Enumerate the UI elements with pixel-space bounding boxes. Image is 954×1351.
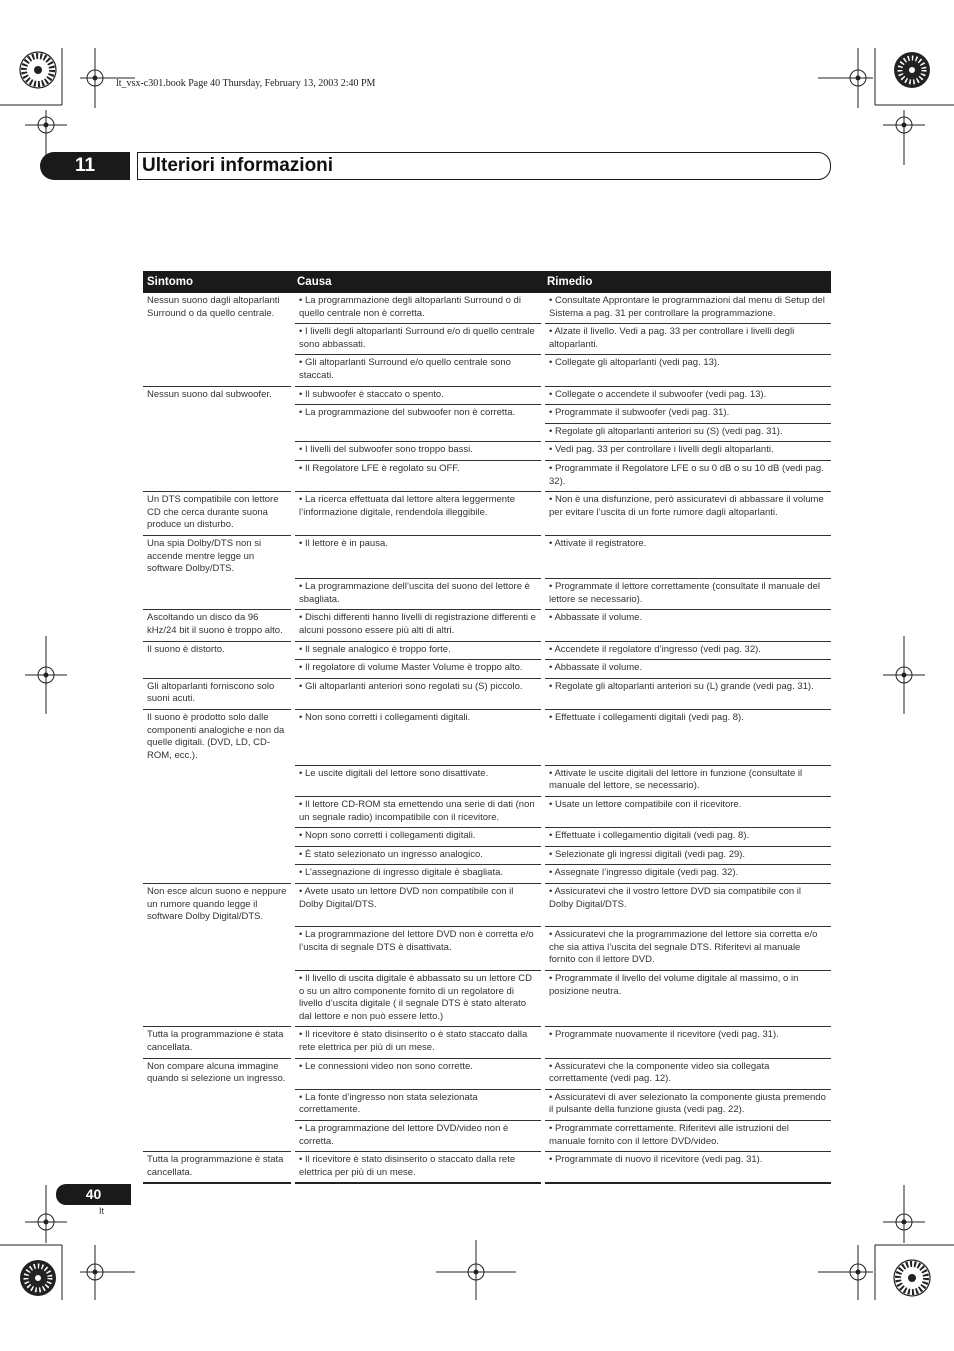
remedy-cell: • Abbassate il volume. [543,610,831,641]
table-row [143,1152,831,1184]
cause-cell: • Il segnale analogico è troppo forte. [293,641,543,660]
header-cause: Causa [293,271,543,293]
remedy-cell: • Assicuratevi che la componente video sia collegata correttamente (vedi pag. 12). [543,1058,831,1089]
table-row [143,678,831,709]
table-row [143,386,831,405]
table-row [143,641,831,660]
cause-cell: • Dischi differenti hanno livelli di registrazione differenti e alcuni possono essere più alti di altri. [293,610,543,641]
symptom-cell [143,405,293,424]
symptom-cell [143,1120,293,1151]
cause-cell: • Il Regolatore LFE è regolato su OFF. [293,460,543,491]
remedy-cell: • Usate un lettore compatibile con il ricevitore. [543,797,831,828]
symptom-cell [143,660,293,679]
table-row [143,765,831,796]
cause-cell: • L’assegnazione di ingresso digitale è sbagliata. [293,865,543,884]
remedy-cell: • Programmate correttamente. Riferitevi alle istruzioni del manuale fornito con il lettore DVD/video. [543,1120,831,1151]
cause-cell: • La programmazione del lettore DVD non è corretta e/o l’uscita di segnale DTS è disattivata. [293,927,543,971]
table-row [143,492,831,536]
symptom-cell: Non esce alcun suono e neppure un rumore quando legge il software Dolby Digital/DTS. [143,883,293,926]
table-row [143,355,831,386]
symptom-cell [143,460,293,491]
symptom-cell: Tutta la programmazione è stata cancellata. [143,1027,293,1058]
remedy-cell: • Selezionate gli ingressi digitali (vedi pag. 29). [543,846,831,865]
remedy-cell: • Programmate il livello del volume digitale al massimo, o in posizione neutra. [543,971,831,1027]
symptom-cell: Un DTS compatibile con lettore CD che cerca durante suona produce un disturbo. [143,492,293,536]
table-row [143,828,831,847]
table-row [143,324,831,355]
remedy-cell: • Vedi pag. 33 per controllare i livelli degli altoparlanti. [543,442,831,461]
cause-cell: • La ricerca effettuata dal lettore altera leggermente l’informazione digitale, rendendola illeggibile. [293,492,543,536]
cause-cell: • Non sono corretti i collegamenti digitali. [293,709,543,765]
cause-cell: • La programmazione degli altoparlanti Surround o di quello centrale non è corretta. [293,293,543,324]
remedy-cell: • Programmate il Regolatore LFE o su 0 dB o su 10 dB (vedi pag. 32). [543,460,831,491]
remedy-cell: • Accendete il regolatore d’ingresso (vedi pag. 32). [543,641,831,660]
table-row [143,660,831,679]
symptom-cell: Il suono è distorto. [143,641,293,660]
table-row [143,1058,831,1089]
remedy-cell: • Effettuate i collegamenti digitali (vedi pag. 8). [543,709,831,765]
symptom-cell [143,423,293,442]
table-row [143,579,831,610]
remedy-cell: • Programmate di nuovo il ricevitore (vedi pag. 31). [543,1152,831,1184]
remedy-cell: • Attivate il registratore. [543,535,831,578]
table-row [143,1089,831,1120]
header-remedy: Rimedio [543,271,831,293]
table-row [143,442,831,461]
cause-cell: • Gli altoparlanti Surround e/o quello centrale sono staccati. [293,355,543,386]
chapter-title: Ulteriori informazioni [142,155,334,176]
cause-cell: • Le uscite digitali del lettore sono disattivate. [293,765,543,796]
remedy-cell: • Regolate gli altoparlanti anteriori su (S) (vedi pag. 31). [543,423,831,442]
cause-cell: • La programmazione dell’uscita del suono del lettore è sbagliata. [293,579,543,610]
remedy-cell: • Assicuratevi di aver selezionato la componente giusta premendo il pulsante della funzione giusta (vedi pag. 22). [543,1089,831,1120]
remedy-cell: • Assegnate l’ingresso digitale (vedi pag. 32). [543,865,831,884]
header-symptom: Sintomo [143,271,293,293]
cause-cell: • I livelli degli altoparlanti Surround e/o di quello centrale sono abbassati. [293,324,543,355]
chapter-number: 11 [40,152,130,180]
remedy-cell: • Alzate il livello. Vedi a pag. 33 per controllare i livelli degli altoparlanti. [543,324,831,355]
symptom-cell: Non compare alcuna immagine quando si selezione un ingresso. [143,1058,293,1089]
remedy-cell: • Collegate o accendete il subwoofer (vedi pag. 13). [543,386,831,405]
symptom-cell: Nessun suono dal subwoofer. [143,386,293,405]
remedy-cell: • Programmate il subwoofer (vedi pag. 31). [543,405,831,424]
table-row [143,535,831,578]
symptom-cell: Tutta la programmazione è stata cancellata. [143,1152,293,1184]
symptom-cell [143,1089,293,1120]
symptom-cell [143,828,293,847]
table-row [143,423,831,442]
cause-cell: • Gli altoparlanti anteriori sono regolati su (S) piccolo. [293,678,543,709]
cause-cell: • La programmazione del subwoofer non è corretta. [293,405,543,424]
cause-cell: • Nopn sono corretti i collegamenti digitali. [293,828,543,847]
symptom-cell [143,324,293,355]
table-row [143,927,831,971]
table-header-row [143,271,831,293]
symptom-cell: Nessun suono dagli altoparlanti Surround o da quello centrale. [147,295,280,319]
cause-cell: • Il lettore è in pausa. [293,535,543,578]
symptom-cell: Ascoltando un disco da 96 kHz/24 bit il suono è troppo alto. [143,610,293,641]
table-row [143,405,831,424]
table-row [143,846,831,865]
table-row [143,610,831,641]
cause-cell: • Il ricevitore è stato disinserito o è stato staccato dalla rete elettrica per più di un mese. [293,1027,543,1058]
cause-cell: • Il ricevitore è stato disinserito o staccato dalla rete elettrica per più di un mese. [293,1152,543,1184]
remedy-cell: • Effettuate i collegamentio digitali (vedi pag. 8). [543,828,831,847]
table-row [143,1120,831,1151]
table-row [143,709,831,765]
table-row [143,797,831,828]
symptom-cell [143,355,293,386]
troubleshooting-table [143,271,831,1184]
page-number: 40 [56,1184,131,1205]
remedy-cell: • Non è una disfunzione, però assicuratevi di abbassare il volume per evitare l’uscita di un forte rumore dagli altoparlanti. [543,492,831,536]
remedy-cell: • Assicuratevi che la programmazione del lettore sia corretta e/o che sia attiva l’uscita del segnale DTS. Riferitevi al manuale fornito con il lettore DVD. [543,927,831,971]
cause-cell: • Il lettore CD-ROM sta emettendo una serie di dati (non un segnale radio) incompatibile con il ricevitore. [293,797,543,828]
remedy-cell: • Collegate gli altoparlanti (vedi pag. 13). [543,355,831,386]
symptom-cell [143,797,293,828]
symptom-cell: Gli altoparlanti forniscono solo suoni acuti. [143,678,293,709]
language-code: It [99,1206,105,1216]
symptom-cell: Il suono è prodotto solo dalle componenti analogiche e non da quelle digitali. (DVD, LD, CD-ROM, ecc.). [143,709,293,765]
remedy-cell: • Abbassate il volume. [543,660,831,679]
cause-cell: • La programmazione del lettore DVD/video non è corretta. [293,1120,543,1151]
cause-cell: • Il subwoofer è staccato o spento. [293,386,543,405]
symptom-cell: Una spia Dolby/DTS non si accende mentre legge un software Dolby/DTS. [143,535,293,578]
remedy-cell: • Programmate nuovamente il ricevitore (vedi pag. 31). [543,1027,831,1058]
cause-cell: • I livelli del subwoofer sono troppo bassi. [293,442,543,461]
remedy-cell: • Assicuratevi che il vostro lettore DVD sia compatibile con il Dolby Digital/DTS. [543,883,831,926]
cause-cell: • La fonte d’ingresso non stata selezionata correttamente. [293,1089,543,1120]
symptom-cell [143,442,293,461]
symptom-cell [143,579,293,610]
symptom-cell [143,846,293,865]
remedy-cell: • Attivate le uscite digitali del lettore in funzione (consultate il manuale del lettore, se necessario). [543,765,831,796]
table-row [143,865,831,884]
cause-cell: • Le connessioni video non sono corrette. [293,1058,543,1089]
remedy-cell: • Regolate gli altoparlanti anteriori su (L) grande (vedi pag. 31). [543,678,831,709]
cause-cell [293,423,543,442]
symptom-cell [143,927,293,971]
symptom-cell [143,765,293,796]
cause-cell: • Il regolatore di volume Master Volume è troppo alto. [293,660,543,679]
cause-cell: • Avete usato un lettore DVD non compatibile con il Dolby Digital/DTS. [293,883,543,926]
remedy-cell: • Consultate Approntare le programmazioni dal menu di Setup del Sistema a pag. 31 per controllare la programmazione. [543,293,831,324]
table-row [143,460,831,491]
table-row [143,971,831,1027]
table-row [143,883,831,926]
table-row [143,293,831,324]
file-info-line: lt_vsx-c301.book Page 40 Thursday, February 13, 2003 2:40 PM [116,78,376,89]
cause-cell: • Il livello di uscita digitale è abbassato su un lettore CD o su un altro componente fornito di un regolatore di livello d’uscita digitale ( il segnale DTS è stato alterato dal lettore e non può essere letto.) [293,971,543,1027]
table-row [143,1027,831,1058]
remedy-cell: • Programmate il lettore correttamente (consultate il manuale del lettore se necessario). [543,579,831,610]
symptom-cell [143,971,293,1027]
symptom-cell [143,865,293,884]
cause-cell: • È stato selezionato un ingresso analogico. [293,846,543,865]
